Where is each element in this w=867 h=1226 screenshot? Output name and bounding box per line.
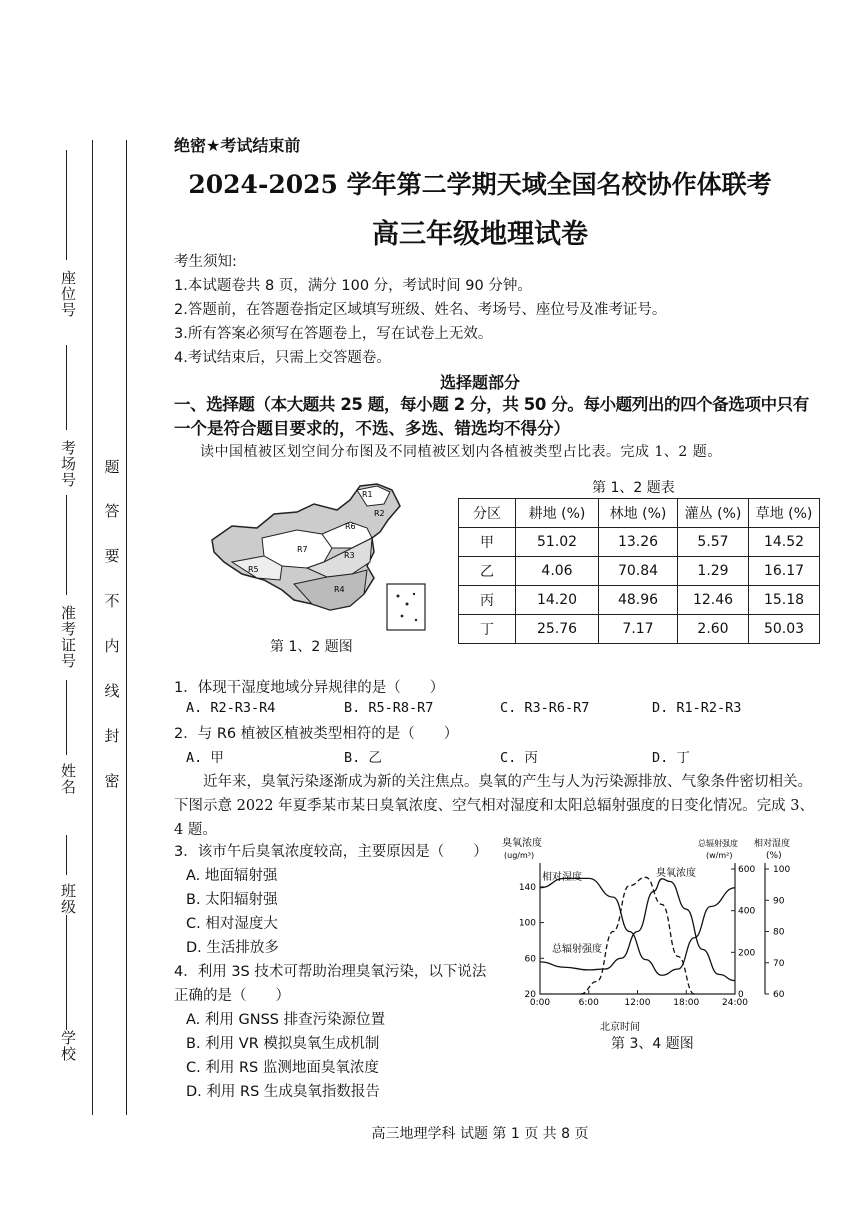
name-blank[interactable] — [66, 680, 67, 755]
question-4-stem-line2: 正确的是（ ） — [174, 988, 290, 1004]
y-right-tick-label: 60 — [773, 990, 785, 1000]
table-cell: 51.02 — [516, 528, 599, 557]
table-header: 耕地 (%) — [516, 499, 599, 528]
table-cell: 50.03 — [749, 615, 820, 644]
series-label-humidity: 相对湿度 — [542, 872, 582, 883]
instruction-item: 1.本试题卷共 8 页，满分 100 分，考试时间 90 分钟。 — [174, 278, 532, 294]
table-row — [459, 586, 820, 615]
y-mid-label-2: (w/m²) — [706, 851, 733, 860]
map-label-r3: R3 — [344, 551, 355, 560]
table-cell: 乙 — [459, 557, 516, 586]
y-mid-tick-label: 600 — [738, 865, 756, 875]
south-china-sea-inset — [387, 584, 425, 630]
table-cell: 12.46 — [678, 586, 749, 615]
chart-axes — [519, 863, 791, 1008]
series-label-radiation: 总辐射强度 — [552, 944, 602, 955]
seal-char: 题 — [104, 458, 120, 476]
y-left-tick-label: 100 — [518, 918, 536, 929]
series-label-ozone: 臭氧浓度 — [656, 868, 696, 879]
seal-char: 内 — [104, 637, 120, 655]
admission-number-blank[interactable] — [66, 495, 67, 595]
page-footer: 高三地理学科 试题 第 1 页 共 8 页 — [371, 1126, 589, 1142]
table-cell: 14.52 — [749, 528, 820, 557]
y-mid-tick-label: 400 — [738, 906, 756, 917]
y-right-tick-label: 70 — [773, 958, 785, 969]
exam-room-blank[interactable] — [66, 345, 67, 430]
intro-text: 读中国植被区划空间分布图及不同植被区划内各植被类型占比表。完成 1、2 题。 — [200, 444, 722, 460]
section-heading-line1: 一、选择题（本大题共 25 题，每小题 2 分，共 50 分。每小题列出的四个备选项中只有 — [174, 395, 809, 414]
y-right-label-2: (%) — [766, 851, 782, 861]
table-cell: 5.57 — [678, 528, 749, 557]
map-label-r2: R2 — [374, 509, 385, 518]
table-cell: 13.26 — [599, 528, 678, 557]
section-title: 选择题部分 — [439, 373, 520, 392]
field-class: 班级 — [59, 883, 77, 915]
table-cell: 4.06 — [516, 557, 599, 586]
instruction-item: 3.所有答案必须写在答题卷上，写在试卷上无效。 — [174, 326, 493, 342]
table-cell: 丁 — [459, 615, 516, 644]
question-3-option-b[interactable]: B. 太阳辐射强 — [186, 892, 278, 908]
ozone-chart — [500, 834, 800, 1034]
chart-caption: 第 3、4 题图 — [611, 1036, 694, 1052]
table-cell: 甲 — [459, 528, 516, 557]
question-3-option-c[interactable]: C. 相对湿度大 — [186, 916, 278, 932]
table-cell: 16.17 — [749, 557, 820, 586]
table-header: 灌丛 (%) — [678, 499, 749, 528]
question-2-option-b[interactable]: B. 乙 — [344, 750, 382, 766]
question-4-option-c[interactable]: C. 利用 RS 监测地面臭氧浓度 — [186, 1060, 379, 1076]
china-vegetation-map — [202, 482, 432, 634]
y-left-tick-label: 140 — [518, 882, 536, 893]
y-right-tick-label: 90 — [773, 896, 785, 907]
question-4-option-a[interactable]: A. 利用 GNSS 排查污染源位置 — [186, 1012, 386, 1028]
exam-subtitle: 高三年级地理试卷 — [372, 219, 588, 250]
instruction-item: 4.考试结束后，只需上交答题卷。 — [174, 350, 391, 366]
x-tick-label: 18:00 — [673, 998, 700, 1008]
x-axis-label: 北京时间 — [600, 1022, 640, 1033]
question-1-stem: 1．体现干湿度地域分异规律的是（ ） — [174, 680, 445, 696]
question-2-stem: 2．与 R6 植被区植被类型相符的是（ ） — [174, 726, 459, 742]
question-4-stem-line1: 4．利用 3S 技术可帮助治理臭氧污染，以下说法 — [174, 964, 487, 980]
table-caption: 第 1、2 题表 — [592, 480, 675, 496]
table-cell: 15.18 — [749, 586, 820, 615]
question-3-option-d[interactable]: D. 生活排放多 — [186, 940, 279, 956]
question-4-option-b[interactable]: B. 利用 VR 模拟臭氧生成机制 — [186, 1036, 380, 1052]
question-1-option-c[interactable]: C. R3-R6-R7 — [500, 700, 590, 716]
table-row — [459, 615, 820, 644]
vegetation-table — [458, 498, 820, 644]
y-mid-tick-label: 0 — [738, 990, 744, 1000]
map-label-r6: R6 — [345, 522, 356, 531]
question-1-option-b[interactable]: B. R5-R8-R7 — [344, 700, 434, 716]
map-caption: 第 1、2 题图 — [270, 639, 353, 655]
y-left-tick-label: 20 — [524, 990, 536, 1000]
field-name: 姓名 — [59, 763, 77, 795]
y-right-tick-label: 100 — [773, 865, 791, 875]
field-admission-number: 准考证号 — [59, 605, 77, 669]
table-header: 草地 (%) — [749, 499, 820, 528]
binding-line-outer — [92, 140, 93, 1115]
x-tick-label: 6:00 — [578, 998, 599, 1008]
seal-char: 不 — [104, 592, 120, 610]
seal-char: 封 — [104, 727, 120, 745]
field-exam-room: 考场号 — [59, 440, 77, 488]
chart-series — [540, 877, 735, 994]
seal-char: 要 — [104, 547, 120, 565]
table-row — [459, 528, 820, 557]
field-seat-number: 座位号 — [59, 270, 77, 318]
map-label-r1: R1 — [362, 490, 373, 499]
binding-line-inner — [126, 140, 127, 1115]
y-mid-tick-label: 200 — [738, 948, 756, 959]
passage-text: 近年来，臭氧污染逐渐成为新的关注焦点。臭氧的产生与人为污染源排放、气象条件密切相关。下图示意 2022 年夏季某市某日臭氧浓度、空气相对湿度和太阳总辐射强度的日变化情况。完成 3、4 题。 — [174, 774, 814, 838]
question-1-option-a[interactable]: A. R2-R3-R4 — [186, 700, 276, 716]
seal-char: 密 — [104, 772, 120, 790]
field-school: 学校 — [59, 1030, 77, 1062]
y-right-tick-label: 80 — [773, 927, 785, 938]
series-line-ozone — [540, 879, 735, 981]
table-header-row — [459, 499, 820, 528]
question-2-option-d[interactable]: D. 丁 — [652, 750, 690, 766]
table-cell: 丙 — [459, 586, 516, 615]
instruction-item: 2.答题前，在答题卷指定区域填写班级、姓名、考场号、座位号及准考证号。 — [174, 302, 667, 318]
table-header: 林地 (%) — [599, 499, 678, 528]
seat-number-blank[interactable] — [66, 150, 67, 260]
map-label-r5: R5 — [248, 565, 259, 574]
seal-char: 线 — [104, 682, 120, 700]
seal-char: 答 — [104, 502, 120, 520]
x-tick-label: 24:00 — [722, 998, 748, 1008]
table-cell: 25.76 — [516, 615, 599, 644]
table-header: 分区 — [459, 499, 516, 528]
question-1-option-d[interactable]: D. R1-R2-R3 — [652, 700, 742, 716]
y-right-label-1: 相对湿度 — [754, 839, 791, 849]
y-left-label-1: 臭氧浓度 — [502, 838, 542, 849]
instructions — [174, 250, 666, 370]
question-4-option-d[interactable]: D. 利用 RS 生成臭氧指数报告 — [186, 1084, 380, 1100]
table-row — [459, 557, 820, 586]
question-2-option-a[interactable]: A. 甲 — [186, 750, 224, 766]
x-tick-label: 0:00 — [529, 998, 551, 1008]
x-tick-label: 12:00 — [624, 998, 651, 1008]
section-heading — [174, 393, 814, 441]
y-left-label-2: (ug/m³) — [504, 851, 535, 860]
exam-title: 2024-2025 学年第二学期天域全国名校协作体联考 — [188, 170, 772, 199]
question-3-stem: 3．该市午后臭氧浓度较高，主要原因是（ ） — [174, 844, 488, 860]
instructions-heading: 考生须知: — [174, 254, 237, 270]
map-label-r4: R4 — [334, 585, 345, 594]
table-cell: 48.96 — [599, 586, 678, 615]
map-label-r7: R7 — [297, 545, 308, 554]
y-mid-label-1: 总辐射强度 — [698, 839, 738, 848]
table-cell: 7.17 — [599, 615, 678, 644]
y-left-tick-label: 60 — [524, 954, 536, 965]
class-blank[interactable] — [66, 835, 67, 875]
class-blank-2[interactable] — [66, 915, 67, 1030]
section-heading-line2: 一个是符合题目要求的，不选、多选、错选均不得分） — [174, 419, 570, 438]
table-cell: 70.84 — [599, 557, 678, 586]
question-2-option-c[interactable]: C. 丙 — [500, 750, 538, 766]
question-3-option-a[interactable]: A. 地面辐射强 — [186, 868, 278, 884]
series-line-humidity — [540, 878, 735, 975]
secret-label: 绝密★考试结束前 — [174, 136, 301, 155]
table-cell: 2.60 — [678, 615, 749, 644]
table-cell: 14.20 — [516, 586, 599, 615]
table-cell: 1.29 — [678, 557, 749, 586]
